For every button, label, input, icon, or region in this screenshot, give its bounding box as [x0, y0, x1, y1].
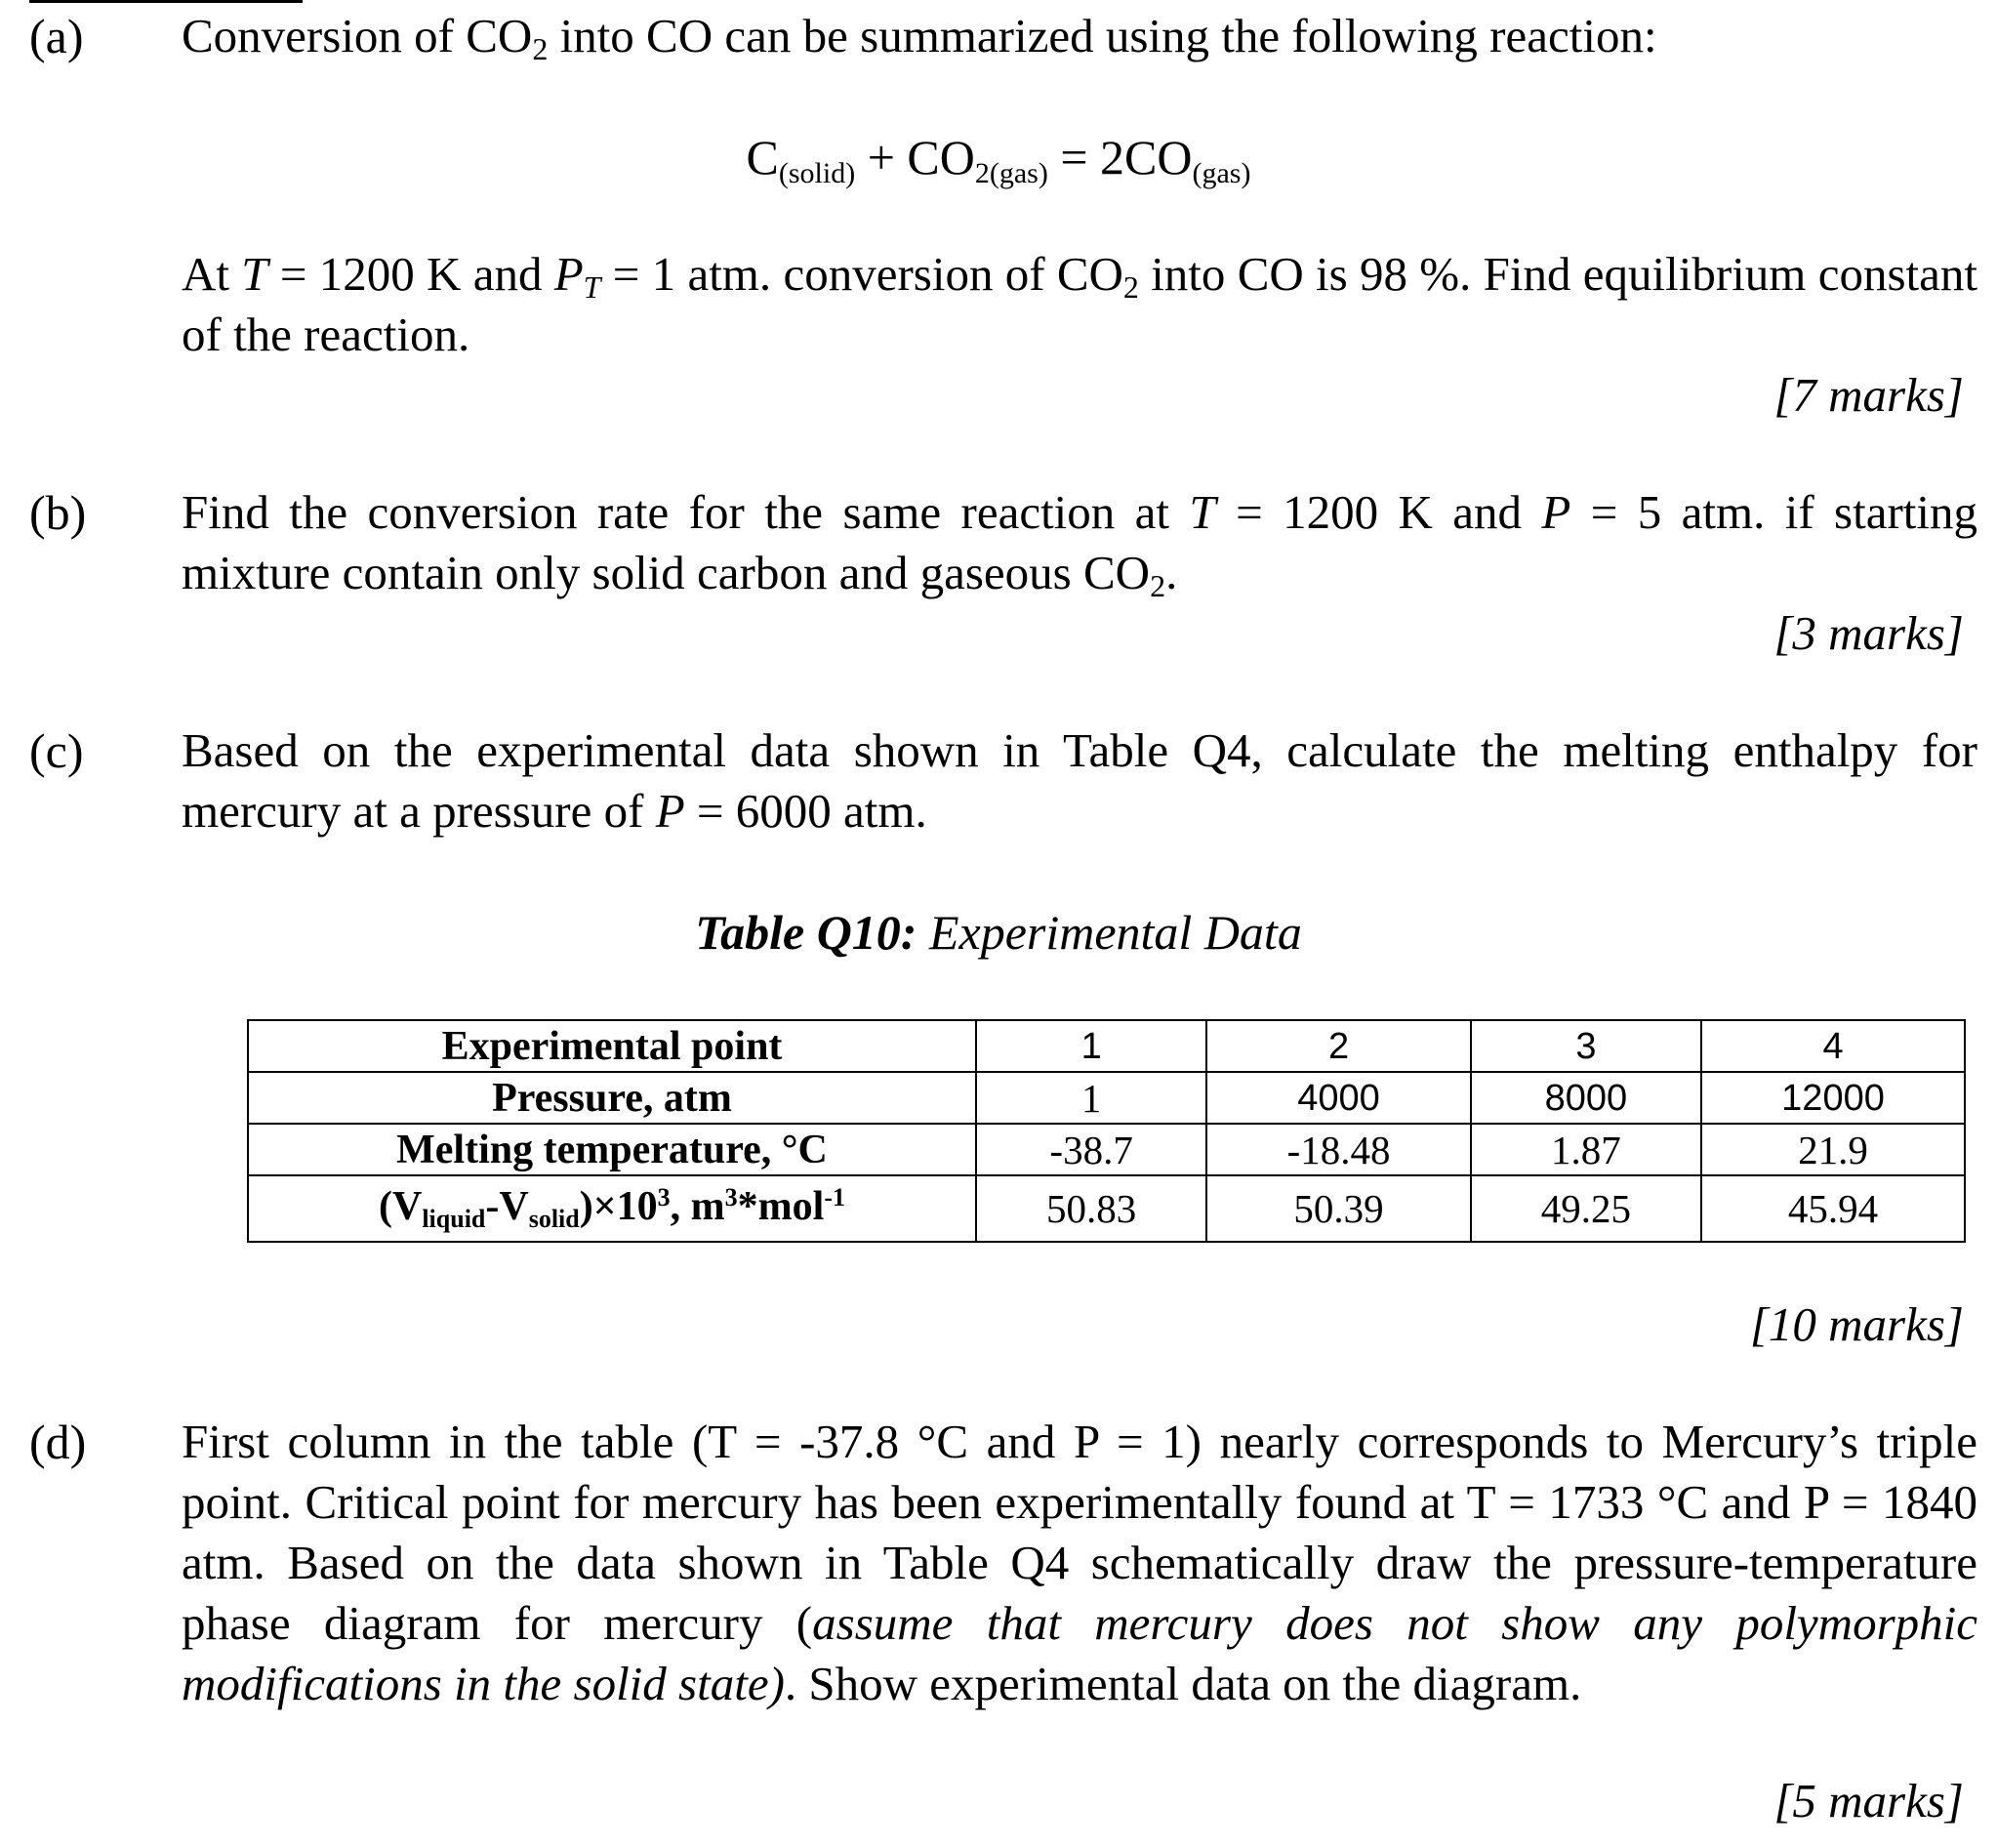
table-row	[248, 1124, 1965, 1175]
table-row	[248, 1020, 1965, 1072]
table-cell: 4	[1701, 1020, 1965, 1072]
table-cell: 4000	[1206, 1072, 1471, 1124]
part-c-marks: [10 marks]	[1749, 1297, 1964, 1351]
table-cell: 1	[976, 1072, 1206, 1124]
table-cell: 21.9	[1701, 1124, 1965, 1175]
part-a-marks: [7 marks]	[1773, 368, 1964, 422]
table-cell: -18.48	[1206, 1124, 1471, 1175]
part-b-marks: [3 marks]	[1773, 606, 1964, 660]
table-cell: 12000	[1701, 1072, 1965, 1124]
table-cell: 1	[976, 1020, 1206, 1072]
row-header-pressure: Pressure, atm	[248, 1072, 976, 1124]
part-b-label: (b)	[29, 485, 87, 540]
table-cell: 45.94	[1701, 1175, 1965, 1242]
table-cell: 2	[1206, 1020, 1471, 1072]
row-header-experimental-point: Experimental point	[248, 1020, 976, 1072]
part-d-label: (d)	[29, 1415, 87, 1469]
part-d-body: First column in the table (T = -37.8 °C and P = 1) nearly corresponds to Mercury’s triple point. Critical point for mercury has been experimentally found at T = 1733 °C and P = 1840 atm. Based on the data shown in Table Q4 schematically draw the pressure-temperature phase diagram for mercury (assume that mercury does not show any polymorphic modifications in the solid state). Show experimental data on the diagram.	[182, 1415, 1977, 1710]
part-a-body: At T = 1200 K and $P_T = 1$ atm. conversion of $CO_2$ into CO is 98 %. Find equilibrium constant of the reaction.	[182, 247, 1977, 361]
part-c-body: Based on the experimental data shown in Table Q4, calculate the melting enthalpy for mercury at a pressure of P = 6000 atm.	[182, 723, 1977, 838]
experimental-data-table	[247, 1019, 1966, 1243]
top-rule	[29, 0, 303, 3]
table-cell: 3	[1471, 1020, 1701, 1072]
table-row	[248, 1175, 1965, 1242]
part-d-marks: [5 marks]	[1773, 1774, 1964, 1827]
table-cell: 8000	[1471, 1072, 1701, 1124]
table-cell: 50.83	[976, 1175, 1206, 1242]
part-b-body: Find the conversion rate for the same reaction at T = 1200 K and P = 5 atm. if starting mixture contain only solid carbon and gaseous $CO_2$.	[182, 485, 1977, 603]
table-row	[248, 1072, 1965, 1124]
part-c-label: (c)	[29, 723, 84, 778]
table-cell: 50.39	[1206, 1175, 1471, 1242]
table-cell: 49.25	[1471, 1175, 1701, 1242]
table-cell: 1.87	[1471, 1124, 1701, 1175]
row-header-volume-difference: $(Vliquid-Vsolid)\times 10^3$, $m^3*mol^{-1}$	[248, 1175, 976, 1242]
reaction-equation: $C_{(solid)} + CO_{2(gas)} = 2CO_{(gas)}$	[746, 130, 1251, 189]
part-a-intro: Conversion of $CO_2$ into CO can be summarized using the following reaction:	[182, 9, 1657, 66]
part-a-label: (a)	[29, 9, 84, 63]
row-header-melting-temperature: Melting temperature, °C	[248, 1124, 976, 1175]
table-cell: -38.7	[976, 1124, 1206, 1175]
table-caption: Table Q10: Experimental Data	[695, 905, 1302, 960]
